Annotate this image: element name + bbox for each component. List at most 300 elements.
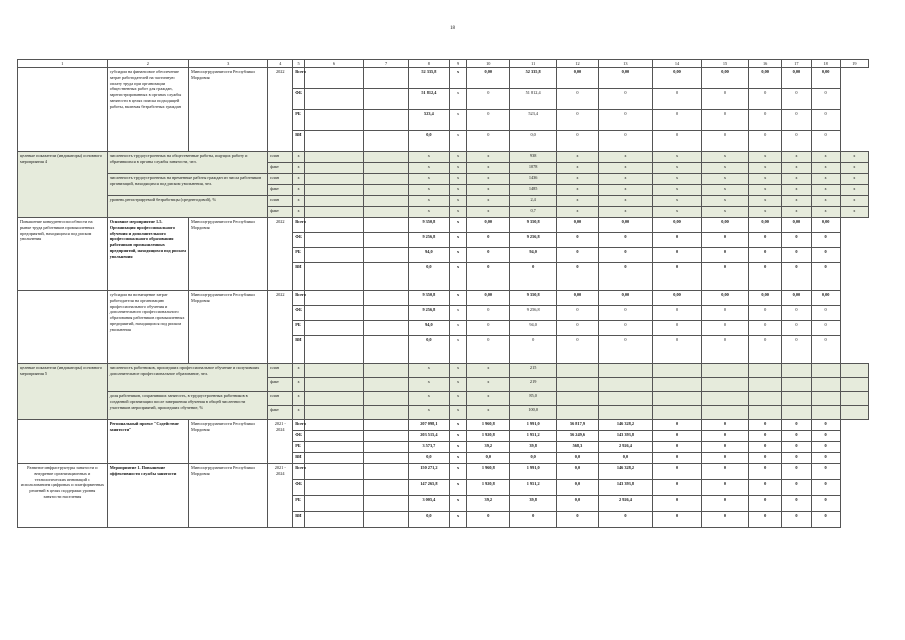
plan-fact-cell: план bbox=[268, 392, 293, 406]
amount-cell: 0 bbox=[702, 512, 749, 528]
indicator-value-cell bbox=[364, 392, 409, 406]
amount-cell: 523,4 bbox=[409, 110, 450, 131]
indicator-value-cell: х bbox=[449, 378, 467, 392]
column-number: 16 bbox=[748, 60, 781, 68]
funding-source-cell: ФБ bbox=[293, 480, 304, 496]
indicator-row bbox=[18, 174, 869, 185]
plan-fact-cell: план bbox=[268, 196, 293, 207]
amount-cell: х bbox=[449, 512, 467, 528]
amount-cell: 51 812,4 bbox=[409, 89, 450, 110]
indicator-value-cell: х bbox=[293, 392, 304, 406]
amount-cell: 0 bbox=[811, 336, 840, 364]
amount-cell: 0 bbox=[748, 336, 781, 364]
amount-cell: 0 bbox=[811, 442, 840, 453]
amount-cell: х bbox=[449, 306, 467, 321]
amount-cell: 0 bbox=[702, 453, 749, 464]
amount-cell: х bbox=[449, 442, 467, 453]
indicator-value-cell: х bbox=[748, 152, 781, 163]
indicator-value-cell bbox=[811, 392, 840, 406]
amount-cell: 94,0 bbox=[510, 248, 557, 263]
amount-cell: 0 bbox=[748, 420, 781, 431]
indicator-value-cell: х bbox=[840, 174, 868, 185]
amount-cell: 0 bbox=[811, 110, 840, 131]
funding-source-cell: РБ bbox=[293, 496, 304, 512]
amount-cell: 0 bbox=[782, 480, 811, 496]
amount-cell: 0,0 bbox=[409, 336, 450, 364]
amount-cell: х bbox=[449, 68, 467, 89]
column-number: 15 bbox=[702, 60, 749, 68]
amount-cell: 0 bbox=[748, 464, 781, 480]
amount-cell: 0 bbox=[702, 263, 749, 291]
amount-cell: 0 bbox=[702, 321, 749, 336]
indicator-value-cell: х bbox=[449, 174, 467, 185]
indicator-value-cell bbox=[598, 392, 652, 406]
amount-cell: 0,00 bbox=[598, 68, 652, 89]
amount-cell: 146 328,2 bbox=[598, 464, 652, 480]
amount-cell: 0,00 bbox=[748, 291, 781, 306]
amount-cell: 0,00 bbox=[653, 68, 702, 89]
indicator-value-cell: х bbox=[467, 174, 510, 185]
amount-cell: 39,8 bbox=[510, 496, 557, 512]
indicator-value-cell: х bbox=[782, 174, 811, 185]
amount-cell: 0 bbox=[557, 336, 599, 364]
indicator-value-cell bbox=[304, 185, 363, 196]
indicator-value-cell: х bbox=[467, 392, 510, 406]
amount-cell: 0 bbox=[748, 263, 781, 291]
empty-cell bbox=[364, 68, 409, 89]
indicator-value-cell: 219 bbox=[510, 378, 557, 392]
amount-cell: 0 bbox=[467, 89, 510, 110]
amount-cell: 0 bbox=[748, 512, 781, 528]
indicator-name-cell: численность трудоустроенных на временные работы граждан из числа работников организаций, находящихся под риском увольнения, чел. bbox=[107, 174, 268, 196]
executor-cell: Минсоцтрудзанятости Республики Мордовия bbox=[189, 291, 268, 364]
period-cell: 2022 bbox=[268, 218, 293, 291]
amount-cell: 1 960,8 bbox=[467, 420, 510, 431]
indicator-value-cell: х bbox=[702, 152, 749, 163]
amount-cell: 0 bbox=[702, 431, 749, 442]
indicator-value-cell: х bbox=[653, 163, 702, 174]
amount-cell: 2 926,4 bbox=[598, 442, 652, 453]
empty-cell bbox=[304, 248, 363, 263]
indicator-value-cell bbox=[364, 152, 409, 163]
column-number: 14 bbox=[653, 60, 702, 68]
amount-cell: 9 256,8 bbox=[510, 233, 557, 248]
amount-cell: 94,0 bbox=[409, 321, 450, 336]
amount-cell: 0,00 bbox=[653, 218, 702, 233]
indicator-value-cell bbox=[811, 364, 840, 378]
indicator-value-cell: 938 bbox=[510, 152, 557, 163]
empty-cell bbox=[304, 89, 363, 110]
indicator-value-cell bbox=[748, 406, 781, 420]
indicator-value-cell bbox=[364, 364, 409, 378]
amount-cell: 0 bbox=[782, 464, 811, 480]
amount-cell: х bbox=[449, 496, 467, 512]
amount-cell: 150 271,2 bbox=[409, 464, 450, 480]
column-number: 18 bbox=[811, 60, 840, 68]
amount-cell: 0 bbox=[557, 248, 599, 263]
empty-cell bbox=[304, 68, 363, 89]
indicator-value-cell: х bbox=[598, 152, 652, 163]
amount-cell: 0 bbox=[557, 321, 599, 336]
indicator-value-cell: х bbox=[811, 196, 840, 207]
indicator-value-cell: х bbox=[293, 196, 304, 207]
amount-cell: 0,00 bbox=[811, 291, 840, 306]
column-number: 12 bbox=[557, 60, 599, 68]
amount-cell: 0 bbox=[748, 89, 781, 110]
program-table bbox=[17, 59, 869, 528]
indicator-value-cell: х bbox=[467, 196, 510, 207]
column-number: 17 bbox=[782, 60, 811, 68]
indicator-value-cell bbox=[702, 364, 749, 378]
amount-cell: 0 bbox=[702, 110, 749, 131]
amount-cell: 0 bbox=[702, 480, 749, 496]
indicator-value-cell bbox=[304, 163, 363, 174]
amount-cell: 0 bbox=[782, 131, 811, 152]
indicator-value-cell bbox=[748, 364, 781, 378]
empty-cell bbox=[304, 233, 363, 248]
amount-cell: 3 005,4 bbox=[409, 496, 450, 512]
indicator-value-cell: х bbox=[409, 185, 450, 196]
amount-cell: 0,00 bbox=[557, 218, 599, 233]
amount-cell: 0 bbox=[811, 496, 840, 512]
amount-cell: 0 bbox=[748, 431, 781, 442]
indicator-value-cell: х bbox=[409, 196, 450, 207]
amount-cell: 1 991,0 bbox=[510, 464, 557, 480]
indicator-value-cell: х bbox=[449, 406, 467, 420]
indicator-value-cell: х bbox=[293, 207, 304, 218]
amount-cell: 0 bbox=[748, 442, 781, 453]
indicator-row bbox=[18, 196, 869, 207]
empty-cell bbox=[304, 291, 363, 306]
amount-cell: 0 bbox=[782, 336, 811, 364]
executor-cell: Минсоцтрудзанятости Республики Мордовия bbox=[189, 464, 268, 528]
amount-cell: 0 bbox=[811, 248, 840, 263]
amount-cell: 94,0 bbox=[510, 321, 557, 336]
amount-cell: 0 bbox=[782, 496, 811, 512]
period-cell: 2021 - 2024 bbox=[268, 420, 293, 464]
amount-cell: 0 bbox=[598, 89, 652, 110]
amount-cell: 0 bbox=[467, 233, 510, 248]
indicator-value-cell: х bbox=[748, 196, 781, 207]
amount-cell: 0 bbox=[467, 336, 510, 364]
funding-source-cell: ВИ bbox=[293, 263, 304, 291]
amount-cell: 0 bbox=[748, 496, 781, 512]
amount-cell: 143 393,8 bbox=[598, 431, 652, 442]
amount-cell: 2 926,4 bbox=[598, 496, 652, 512]
amount-cell: х bbox=[449, 336, 467, 364]
indicator-value-cell: х bbox=[702, 174, 749, 185]
measure-name-cell: субсидии на финансовое обеспечение затрат работодателей на частичную оплату труда при организации общественных работ для граждан, зарегистрированных в органах службы занятости в целях поиска подходящей работы, включая безработных граждан bbox=[107, 68, 188, 152]
amount-cell: 0 bbox=[653, 512, 702, 528]
amount-cell: 0 bbox=[702, 89, 749, 110]
amount-cell: 0,0 bbox=[510, 453, 557, 464]
amount-cell: 0 bbox=[782, 512, 811, 528]
amount-cell: 9 256,8 bbox=[409, 233, 450, 248]
amount-cell: 568,3 bbox=[557, 442, 599, 453]
empty-cell bbox=[364, 248, 409, 263]
amount-cell: 147 265,8 bbox=[409, 480, 450, 496]
amount-cell: 51 812,4 bbox=[510, 89, 557, 110]
amount-cell: 0 bbox=[467, 263, 510, 291]
amount-cell: 0,00 bbox=[811, 68, 840, 89]
indicator-value-cell: х bbox=[409, 378, 450, 392]
amount-cell: 0,00 bbox=[782, 68, 811, 89]
amount-cell: 1 951,2 bbox=[510, 431, 557, 442]
indicator-value-cell: х bbox=[293, 174, 304, 185]
amount-cell: 0 bbox=[510, 512, 557, 528]
empty-cell bbox=[364, 336, 409, 364]
empty-cell bbox=[304, 512, 363, 528]
column-number: 11 bbox=[510, 60, 557, 68]
indicator-value-cell bbox=[748, 378, 781, 392]
plan-fact-cell: план bbox=[268, 152, 293, 163]
funding-source-cell: РБ bbox=[293, 248, 304, 263]
indicator-value-cell: х bbox=[811, 152, 840, 163]
indicator-value-cell bbox=[557, 364, 599, 378]
amount-cell: 0,00 bbox=[782, 291, 811, 306]
amount-cell: 0 bbox=[598, 131, 652, 152]
indicator-value-cell: х bbox=[702, 185, 749, 196]
indicator-value-cell: х bbox=[557, 185, 599, 196]
amount-cell: х bbox=[449, 110, 467, 131]
column-number: 6 bbox=[304, 60, 363, 68]
amount-cell: 0,00 bbox=[702, 218, 749, 233]
amount-cell: 0 bbox=[598, 306, 652, 321]
indicator-value-cell: х bbox=[598, 185, 652, 196]
goal-cell: Повышение конкурентоспособности на рынке труда работников промышленных предприятий, находящихся под риском увольнения bbox=[18, 218, 108, 291]
amount-cell: 0,00 bbox=[467, 218, 510, 233]
funding-source-cell: Всего bbox=[293, 68, 304, 89]
amount-cell: 207 098,1 bbox=[409, 420, 450, 431]
amount-cell: 0 bbox=[557, 263, 599, 291]
financing-row bbox=[18, 291, 869, 306]
amount-cell: 0 bbox=[811, 480, 840, 496]
amount-cell: х bbox=[449, 89, 467, 110]
amount-cell: 0 bbox=[748, 321, 781, 336]
indicator-value-cell bbox=[782, 392, 811, 406]
empty-cell bbox=[304, 218, 363, 233]
column-number: 7 bbox=[364, 60, 409, 68]
indicator-value-cell: х bbox=[467, 152, 510, 163]
indicator-value-cell: х bbox=[598, 207, 652, 218]
empty-cell bbox=[364, 431, 409, 442]
column-number: 2 bbox=[107, 60, 188, 68]
funding-source-cell: РБ bbox=[293, 321, 304, 336]
amount-cell: 0,0 bbox=[409, 131, 450, 152]
executor-cell: Минсоцтрудзанятости Республики Мордовия bbox=[189, 218, 268, 291]
amount-cell: 52 335,8 bbox=[510, 68, 557, 89]
funding-source-cell: РБ bbox=[293, 110, 304, 131]
amount-cell: 0,00 bbox=[467, 68, 510, 89]
measure-name-cell: Основное мероприятие 1.5. Организация профессионального обучения и дополнительного профессионального образования работников промышленных предприятий, находящихся под риском увольнения bbox=[107, 218, 188, 291]
financing-row bbox=[18, 420, 869, 431]
indicator-value-cell bbox=[304, 174, 363, 185]
column-number: 13 bbox=[598, 60, 652, 68]
indicator-value-cell: х bbox=[702, 163, 749, 174]
indicator-value-cell: х bbox=[840, 185, 868, 196]
amount-cell: 0 bbox=[467, 306, 510, 321]
amount-cell: 0 bbox=[702, 336, 749, 364]
amount-cell: 0 bbox=[811, 420, 840, 431]
amount-cell: 56 249,6 bbox=[557, 431, 599, 442]
page-number: 18 bbox=[450, 26, 455, 31]
indicator-name-cell: численность работников, прошедших профессиональное обучение и получивших дополнительное профессиональное образование, чел. bbox=[107, 364, 268, 392]
amount-cell: 0 bbox=[557, 306, 599, 321]
indicator-value-cell: х bbox=[811, 163, 840, 174]
indicator-value-cell bbox=[557, 378, 599, 392]
indicator-value-cell: х bbox=[782, 152, 811, 163]
amount-cell: 0 bbox=[557, 131, 599, 152]
period-cell: 2022 bbox=[268, 68, 293, 152]
amount-cell: 0 bbox=[811, 89, 840, 110]
amount-cell: 0 bbox=[748, 480, 781, 496]
column-number: 10 bbox=[467, 60, 510, 68]
empty-cell bbox=[364, 89, 409, 110]
indicator-value-cell bbox=[840, 392, 868, 406]
amount-cell: 1 920,8 bbox=[467, 431, 510, 442]
column-number: 4 bbox=[268, 60, 293, 68]
amount-cell: 143 393,8 bbox=[598, 480, 652, 496]
amount-cell: 0 bbox=[811, 464, 840, 480]
empty-cell bbox=[364, 496, 409, 512]
amount-cell: 0,00 bbox=[748, 68, 781, 89]
empty-cell bbox=[304, 464, 363, 480]
amount-cell: 0 bbox=[598, 321, 652, 336]
amount-cell: 0 bbox=[653, 263, 702, 291]
indicator-value-cell: х bbox=[409, 406, 450, 420]
amount-cell: 0,00 bbox=[598, 291, 652, 306]
amount-cell: 0,0 bbox=[409, 512, 450, 528]
empty-cell bbox=[364, 263, 409, 291]
amount-cell: 0 bbox=[811, 321, 840, 336]
empty-cell bbox=[304, 321, 363, 336]
indicator-value-cell: х bbox=[653, 185, 702, 196]
funding-source-cell: ФБ bbox=[293, 306, 304, 321]
financing-row bbox=[18, 464, 869, 480]
indicator-value-cell: х bbox=[449, 163, 467, 174]
indicator-value-cell bbox=[304, 406, 363, 420]
executor-cell: Минсоцтрудзанятости Республики Мордовия bbox=[189, 68, 268, 152]
amount-cell: 0,00 bbox=[598, 218, 652, 233]
amount-cell: 9 350,8 bbox=[510, 291, 557, 306]
amount-cell: 0 bbox=[702, 306, 749, 321]
measure-name-cell: Региональный проект "Содействие занятости" bbox=[107, 420, 188, 464]
amount-cell: 0 bbox=[557, 512, 599, 528]
amount-cell: 0,0 bbox=[557, 464, 599, 480]
empty-cell bbox=[364, 218, 409, 233]
indicator-value-cell: х bbox=[840, 207, 868, 218]
indicator-value-cell: 0,7 bbox=[510, 207, 557, 218]
amount-cell: 0 bbox=[598, 336, 652, 364]
indicator-row bbox=[18, 392, 869, 406]
indicator-value-cell: х bbox=[467, 207, 510, 218]
indicator-value-cell bbox=[304, 196, 363, 207]
column-number: 9 bbox=[449, 60, 467, 68]
plan-fact-cell: факт bbox=[268, 185, 293, 196]
amount-cell: 0 bbox=[467, 321, 510, 336]
amount-cell: 0,00 bbox=[748, 218, 781, 233]
indicator-value-cell: х bbox=[449, 196, 467, 207]
indicator-value-cell: х bbox=[782, 207, 811, 218]
funding-source-cell: Всего bbox=[293, 291, 304, 306]
amount-cell: х bbox=[449, 431, 467, 442]
indicator-value-cell bbox=[702, 392, 749, 406]
amount-cell: 39,2 bbox=[467, 442, 510, 453]
empty-cell bbox=[364, 291, 409, 306]
amount-cell: 146 328,2 bbox=[598, 420, 652, 431]
column-number: 1 bbox=[18, 60, 108, 68]
amount-cell: 0 bbox=[811, 263, 840, 291]
funding-source-cell: ВИ bbox=[293, 512, 304, 528]
funding-source-cell: Всего bbox=[293, 218, 304, 233]
amount-cell: 1 991,0 bbox=[510, 420, 557, 431]
indicator-value-cell bbox=[653, 406, 702, 420]
funding-source-cell: ВИ bbox=[293, 131, 304, 152]
amount-cell: 39,8 bbox=[510, 442, 557, 453]
amount-cell: 0 bbox=[782, 420, 811, 431]
empty-cell bbox=[304, 420, 363, 431]
amount-cell: 9 256,8 bbox=[510, 306, 557, 321]
indicator-value-cell: 2,4 bbox=[510, 196, 557, 207]
amount-cell: 0 bbox=[782, 431, 811, 442]
indicator-value-cell bbox=[748, 392, 781, 406]
amount-cell: 1 951,2 bbox=[510, 480, 557, 496]
plan-fact-cell: план bbox=[268, 174, 293, 185]
amount-cell: 0,0 bbox=[557, 480, 599, 496]
indicator-value-cell bbox=[364, 196, 409, 207]
indicator-value-cell: х bbox=[293, 378, 304, 392]
funding-source-cell: ФБ bbox=[293, 431, 304, 442]
amount-cell: 0 bbox=[782, 442, 811, 453]
plan-fact-cell: факт bbox=[268, 207, 293, 218]
indicator-value-cell: х bbox=[557, 152, 599, 163]
amount-cell: 0 bbox=[598, 248, 652, 263]
amount-cell: 0 bbox=[598, 110, 652, 131]
amount-cell: 94,0 bbox=[409, 248, 450, 263]
indicator-value-cell bbox=[364, 163, 409, 174]
indicator-value-cell: х bbox=[409, 163, 450, 174]
amount-cell: 56 817,9 bbox=[557, 420, 599, 431]
amount-cell: 52 335,8 bbox=[409, 68, 450, 89]
amount-cell: х bbox=[449, 263, 467, 291]
amount-cell: 0 bbox=[782, 89, 811, 110]
indicator-value-cell bbox=[364, 174, 409, 185]
indicator-value-cell bbox=[364, 207, 409, 218]
amount-cell: 0 bbox=[702, 131, 749, 152]
amount-cell: 0,0 bbox=[598, 453, 652, 464]
empty-cell bbox=[304, 480, 363, 496]
indicator-name-cell: численность трудоустроенных на общественные работы, ищущих работу и обратившихся в органы службы занятости, чел. bbox=[107, 152, 268, 174]
amount-cell: 9 350,8 bbox=[409, 291, 450, 306]
indicator-value-cell: х bbox=[467, 378, 510, 392]
indicator-group-cell: целевые показатели (индикаторы) основного мероприятия 4 bbox=[18, 152, 108, 218]
goal-cell bbox=[18, 291, 108, 364]
column-number: 19 bbox=[840, 60, 868, 68]
indicator-value-cell bbox=[304, 378, 363, 392]
empty-cell bbox=[304, 336, 363, 364]
indicator-value-cell bbox=[304, 364, 363, 378]
indicator-value-cell bbox=[598, 364, 652, 378]
indicator-value-cell: х bbox=[653, 196, 702, 207]
amount-cell: 0 bbox=[702, 442, 749, 453]
amount-cell: х bbox=[449, 453, 467, 464]
amount-cell: 0 bbox=[557, 110, 599, 131]
funding-source-cell: Всего bbox=[293, 464, 304, 480]
amount-cell: 0 bbox=[653, 442, 702, 453]
amount-cell: 0 bbox=[748, 131, 781, 152]
amount-cell: 0 bbox=[748, 110, 781, 131]
amount-cell: 0 bbox=[782, 453, 811, 464]
